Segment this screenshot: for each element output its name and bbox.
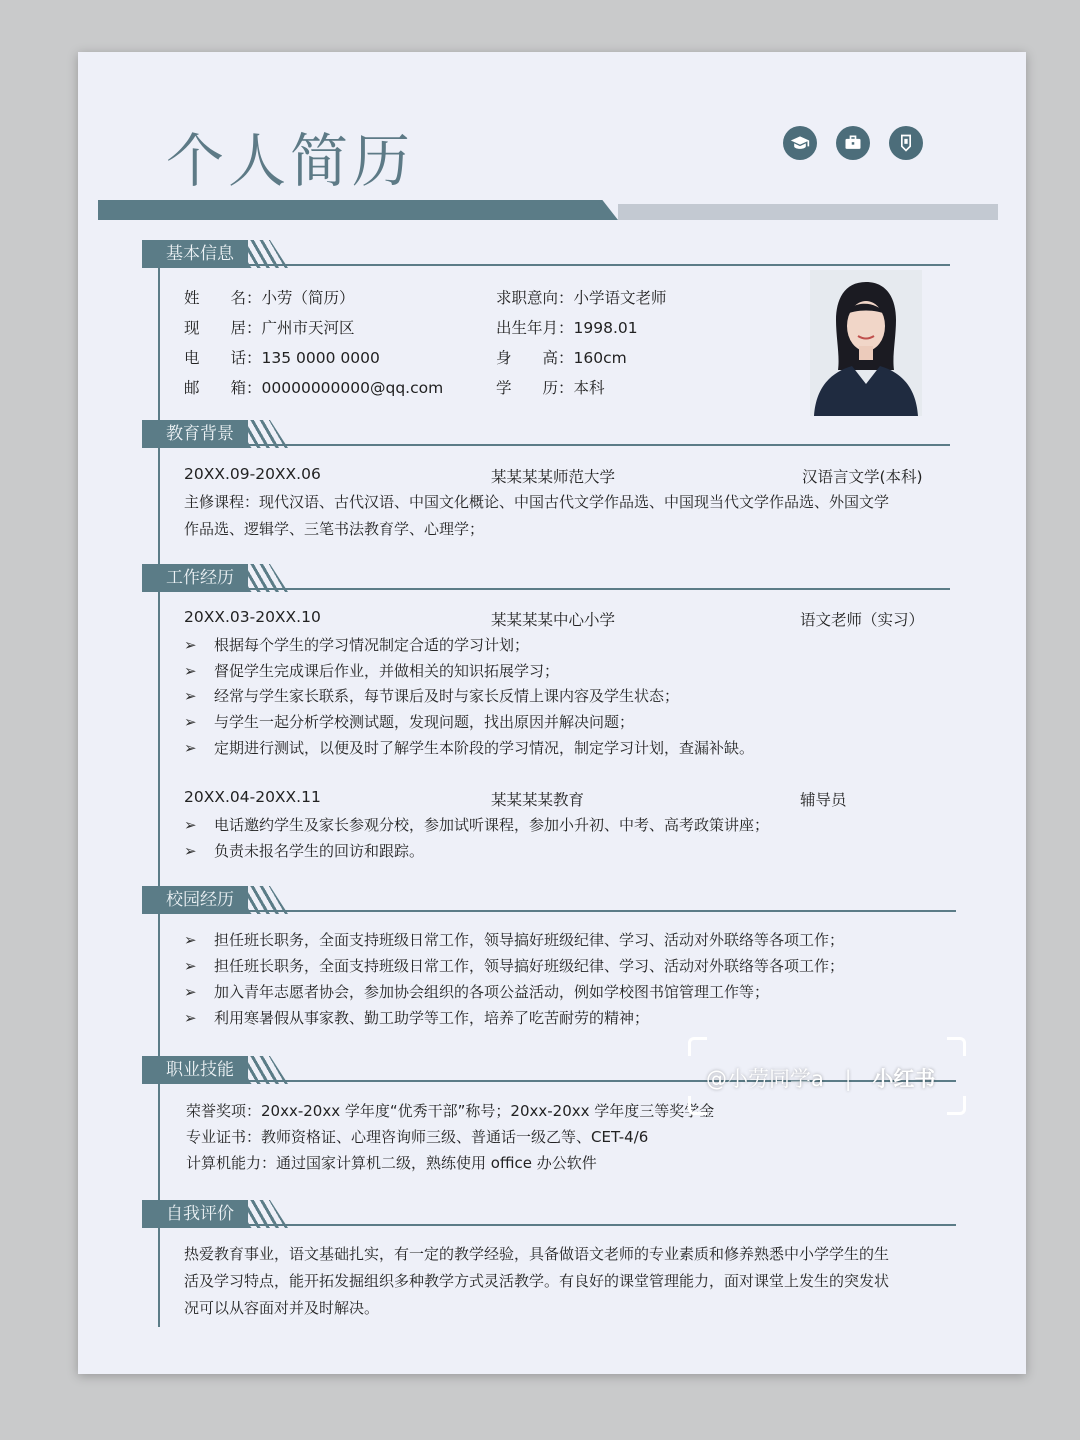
section-title: 工作经历 — [142, 564, 248, 592]
edu-school: 某某某某师范大学 — [491, 468, 616, 486]
list-item: ➢ 担任班长职务，全面支持班级日常工作，领导搞好班级纪律、学习、活动对外联络等各项工作； — [184, 931, 845, 949]
edu-major: 汉语言文学(本科) — [802, 468, 923, 486]
info-degree: 学 历：本科 — [496, 379, 605, 397]
info-name: 姓 名：小劳（简历） — [184, 289, 355, 307]
section-title: 教育背景 — [142, 420, 248, 448]
list-item: ➢ 与学生一起分析学校测试题，发现问题，找出原因并解决问题； — [184, 713, 635, 731]
section-title: 自我评价 — [142, 1200, 248, 1228]
info-height: 身 高：160cm — [496, 349, 627, 367]
graduation-cap-icon — [783, 126, 817, 160]
header-bar-light — [618, 204, 998, 220]
list-item: ➢ 负责未报名学生的回访和跟踪。 — [184, 842, 425, 860]
briefcase-icon — [836, 126, 870, 160]
list-item: ➢ 经常与学生家长联系，每节课后及时与家长反情上课内容及学生状态； — [184, 687, 680, 705]
section-divider — [208, 1224, 956, 1226]
job-role: 语文老师（实习） — [800, 611, 925, 629]
badge-icon — [889, 126, 923, 160]
page-title: 个人简历 — [166, 127, 415, 195]
info-objective: 求职意向：小学语文老师 — [496, 289, 667, 307]
watermark-brand: 小红书 — [872, 1067, 936, 1091]
job-period: 20XX.03-20XX.10 — [184, 608, 321, 626]
list-item: ➢ 担任班长职务，全面支持班级日常工作，领导搞好班级纪律、学习、活动对外联络等各项工作； — [184, 957, 845, 975]
list-item: ➢ 定期进行测试，以便及时了解学生本阶段的学习情况，制定学习计划，查漏补缺。 — [184, 739, 755, 757]
list-item: ➢ 加入青年志愿者协会，参加协会组织的各项公益活动，例如学校图书馆管理工作等； — [184, 983, 770, 1001]
job-period: 20XX.04-20XX.11 — [184, 788, 321, 806]
section-divider — [208, 444, 950, 446]
self-eval-line: 活及学习特点，能开拓发掘组织多种教学方式灵活教学。有良好的课堂管理能力，面对课堂上发生的突发状 — [184, 1272, 890, 1290]
section-title: 校园经历 — [142, 886, 248, 914]
info-email: 邮 箱：00000000000@qq.com — [184, 379, 444, 397]
section-divider — [208, 588, 950, 590]
edu-courses: 主修课程：现代汉语、古代汉语、中国文化概论、中国古代文学作品选、中国现当代文学作品选、外国文学 — [184, 493, 890, 511]
skill-certificates: 专业证书：教师资格证、心理咨询师三级、普通话一级乙等、CET-4/6 — [186, 1128, 649, 1146]
list-item: ➢ 电话邀约学生及家长参观分校，参加试听课程，参加小升初、中考、高考政策讲座； — [184, 816, 770, 834]
section-divider — [208, 264, 950, 266]
list-item: ➢ 利用寒暑假从事家教、勤工助学等工作，培养了吃苦耐劳的精神； — [184, 1009, 650, 1027]
watermark-separator: | — [844, 1067, 852, 1091]
section-title: 基本信息 — [142, 240, 248, 268]
watermark-user: @小劳同学a — [706, 1067, 824, 1091]
info-phone: 电 话：135 0000 0000 — [184, 349, 380, 367]
edu-period: 20XX.09-20XX.06 — [184, 465, 321, 483]
list-item: ➢ 根据每个学生的学习情况制定合适的学习计划； — [184, 636, 530, 654]
watermark — [688, 1037, 966, 1115]
header-bar — [98, 200, 618, 220]
skill-honors: 荣誉奖项：20xx-20xx 学年度“优秀干部”称号；20xx-20xx 学年度三等奖学金 — [186, 1102, 715, 1120]
self-eval-line: 热爱教育事业，语文基础扎实，有一定的教学经验，具备做语文老师的专业素质和修养熟悉中小学学生的生 — [184, 1245, 890, 1263]
job-role: 辅导员 — [800, 791, 847, 809]
info-birth: 出生年月：1998.01 — [496, 319, 638, 337]
list-item: ➢ 督促学生完成课后作业，并做相关的知识拓展学习； — [184, 662, 560, 680]
skill-computer: 计算机能力：通过国家计算机二级，熟练使用 office 办公软件 — [186, 1154, 597, 1172]
section-divider — [208, 910, 956, 912]
watermark-text — [706, 1063, 935, 1093]
job-org: 某某某某教育 — [491, 791, 585, 809]
edu-courses-cont: 作品选、逻辑学、三笔书法教育学、心理学； — [184, 520, 485, 538]
job-org: 某某某某中心小学 — [491, 611, 616, 629]
info-residence: 现 居：广州市天河区 — [184, 319, 355, 337]
section-title: 职业技能 — [142, 1056, 248, 1084]
self-eval-line: 况可以从容面对并及时解决。 — [184, 1299, 380, 1317]
resume-paper — [78, 52, 1026, 1374]
profile-photo — [810, 270, 922, 416]
